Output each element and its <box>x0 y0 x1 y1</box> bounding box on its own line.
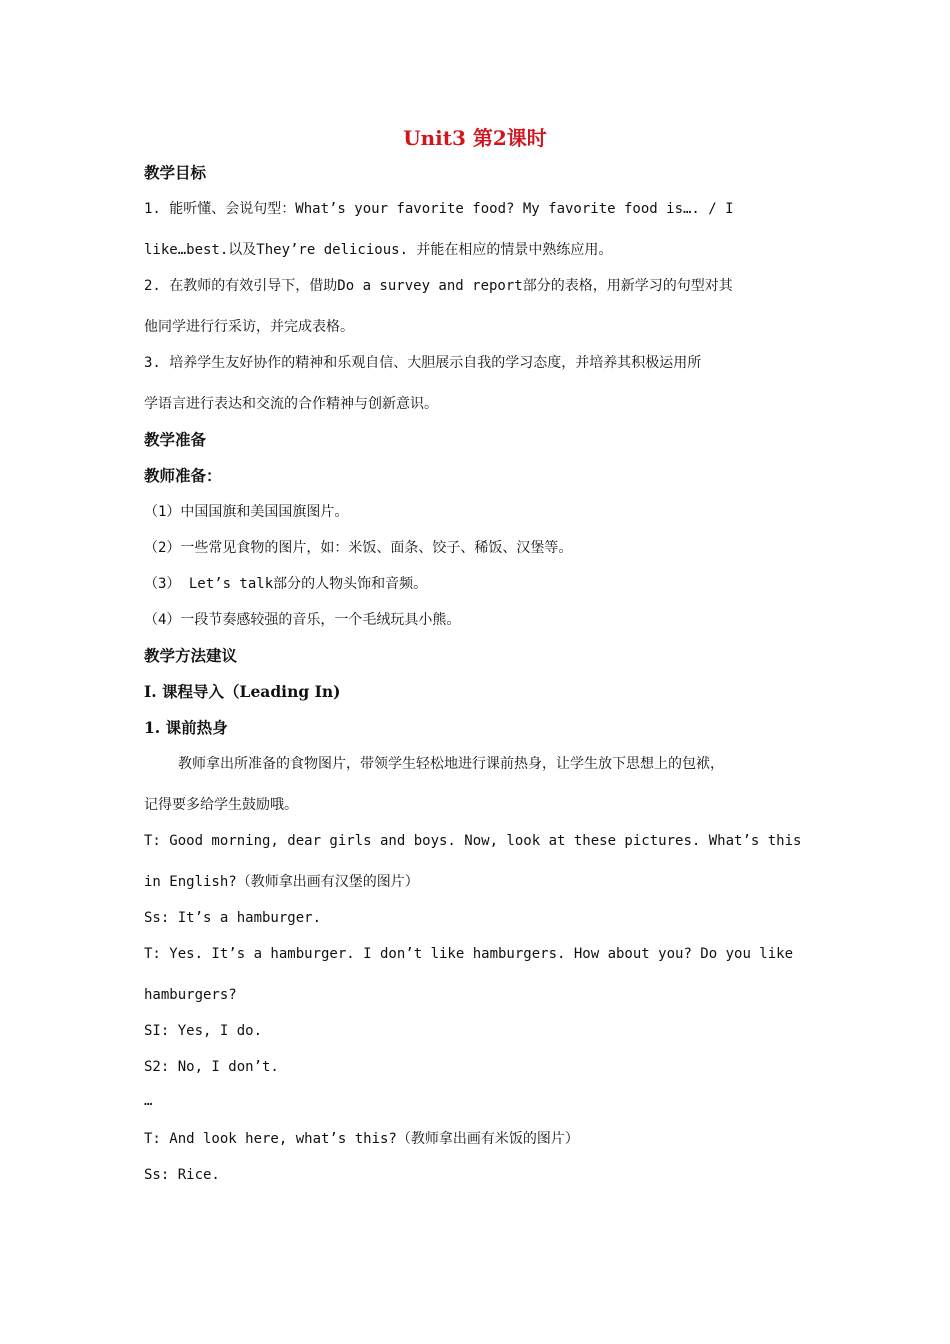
dialogue-line: hamburgers? <box>144 987 237 1003</box>
objective-2-line-2: 他同学进行行采访，并完成表格。 <box>144 319 354 335</box>
warm-up-paragraph-line-2: 记得要多给学生鼓励哦。 <box>144 797 298 813</box>
dialogue-line: T: And look here, what’s this?（教师拿出画有米饭的图片） <box>144 1131 579 1147</box>
warm-up-paragraph-line-1: 教师拿出所准备的食物图片，带领学生轻松地进行课前热身，让学生放下思想上的包袱， <box>178 756 724 772</box>
objective-1-line-1: 1. 能听懂、会说句型：What’s your favorite food? My favorite food is…. / I <box>144 201 734 217</box>
teacher-preparation-subheading: 教师准备： <box>144 466 222 485</box>
objective-3-line-1: 3. 培养学生友好协作的精神和乐观自信、大胆展示自我的学习态度，并培养其积极运用所 <box>144 355 702 371</box>
dialogue-line: Ss: It’s a hamburger. <box>144 910 322 926</box>
preparation-item-3: （3） Let’s talk部分的人物头饰和音频。 <box>144 576 428 592</box>
objective-2-line-1: 2. 在教师的有效引导下，借助Do a survey and report部分的表格，用新学习的句型对其 <box>144 278 733 294</box>
step-warm-up: 1. 课前热身 <box>144 718 228 737</box>
section-leading-in: I. 课程导入（Leading In) <box>144 682 341 701</box>
dialogue-line: T: Good morning, dear girls and boys. Now, look at these pictures. What’s this <box>144 833 802 849</box>
dialogue-line: T: Yes. It’s a hamburger. I don’t like hamburgers. How about you? Do you like <box>144 946 794 962</box>
objective-1-line-2: like…best.以及They’re delicious. 并能在相应的情景中熟练应用。 <box>144 242 613 258</box>
preparation-item-2: （2）一些常见食物的图片，如：米饭、面条、饺子、稀饭、汉堡等。 <box>144 540 573 556</box>
objective-3-line-2: 学语言进行表达和交流的合作精神与创新意识。 <box>144 396 438 412</box>
dialogue-line: Ss: Rice. <box>144 1167 220 1183</box>
document-title: Unit3 第2课时 <box>403 126 547 150</box>
dialogue-line: S2: No, I don’t. <box>144 1059 279 1075</box>
dialogue-line: in English?（教师拿出画有汉堡的图片） <box>144 874 419 890</box>
methods-heading: 教学方法建议 <box>144 646 238 665</box>
preparation-heading: 教学准备 <box>144 430 207 449</box>
preparation-item-1: （1）中国国旗和美国国旗图片。 <box>144 504 349 520</box>
preparation-item-4: （4）一段节奏感较强的音乐，一个毛绒玩具小熊。 <box>144 612 461 628</box>
dialogue-line: SI: Yes, I do. <box>144 1023 263 1039</box>
dialogue-line: … <box>144 1093 153 1109</box>
objectives-heading: 教学目标 <box>144 163 207 182</box>
